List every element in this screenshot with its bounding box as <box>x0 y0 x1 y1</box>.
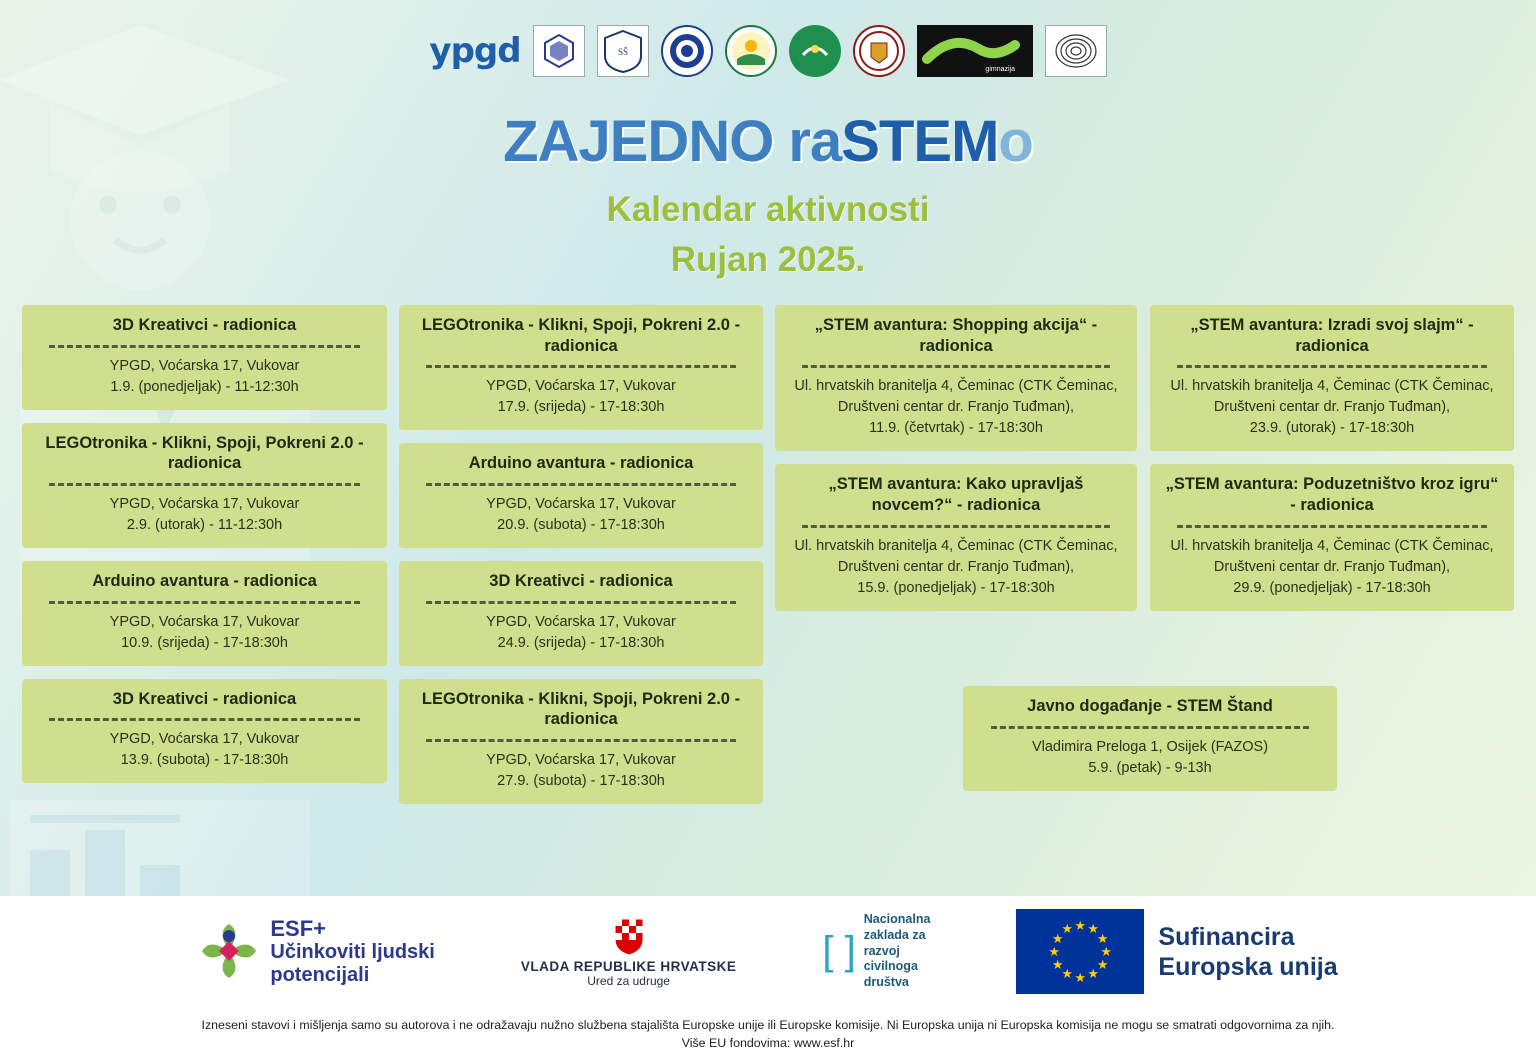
partner-logo-6 <box>789 22 841 80</box>
activity-card <box>1150 305 1514 451</box>
footer <box>0 896 1536 1061</box>
partner-logo-8 <box>917 22 1033 80</box>
eu-star-icon: ★ <box>1096 956 1109 972</box>
activity-card <box>775 464 1137 610</box>
eu-flag-icon <box>1016 909 1144 994</box>
eu-text <box>1158 922 1337 982</box>
activity-detail-line: 13.9. (subota) - 17-18:30h <box>120 752 289 769</box>
eu-star-icon: ★ <box>1074 969 1087 985</box>
esf-flower-icon <box>198 920 260 982</box>
ypgd-logo <box>429 22 520 80</box>
activity-detail-line: Ul. hrvatskih branitelja 4, Čeminac (CTK Čeminac, <box>1170 378 1494 395</box>
activity-title: Javno događanje - STEM Štand <box>1027 697 1273 715</box>
activity-details <box>413 612 749 654</box>
activity-detail-line: Ul. hrvatskih branitelja 4, Čeminac (CTK Čeminac, <box>794 537 1118 554</box>
partner-logo-6-icon <box>789 25 841 77</box>
partner-logo-7-icon <box>853 25 905 77</box>
divider <box>426 365 735 368</box>
svg-text:gimnazija: gimnazija <box>985 66 1015 73</box>
activity-detail-line: Društveni centar dr. Franjo Tuđman), <box>1213 399 1451 416</box>
activity-title: „STEM avantura: Izradi svoj slajm“ - radionica <box>1190 316 1474 355</box>
esf-line-1: ESF+ <box>270 915 327 941</box>
activity-detail-line: Ul. hrvatskih branitelja 4, Čeminac (CTK Čeminac, <box>794 378 1118 395</box>
activity-title: „STEM avantura: Kako upravljaš novcem?“ - radionica <box>828 475 1084 514</box>
activity-details <box>413 494 749 536</box>
divider <box>1177 525 1486 528</box>
eu-line-1: Sufinancira <box>1158 922 1295 951</box>
activity-detail-line: YPGD, Voćarska 17, Vukovar <box>109 357 300 374</box>
activity-column-public-event <box>963 686 1337 804</box>
activity-detail-line: Društveni centar dr. Franjo Tuđman), <box>837 558 1075 575</box>
activity-card <box>399 305 763 430</box>
partner-logo-3 <box>597 22 649 80</box>
eu-cofunding-logo <box>1016 909 1337 994</box>
activity-card <box>1150 464 1514 610</box>
activity-card <box>399 679 763 804</box>
activity-title: LEGOtronika - Klikni, Spoji, Pokreni 2.0 - radionica <box>45 433 364 473</box>
activity-detail-line: 17.9. (srijeda) - 17-18:30h <box>497 399 665 416</box>
partner-logo-9 <box>1045 22 1107 80</box>
svg-text:SŠ: SŠ <box>617 47 628 57</box>
activity-detail-line: 20.9. (subota) - 17-18:30h <box>497 516 665 533</box>
activity-details <box>36 612 373 654</box>
divider <box>426 739 735 742</box>
esf-line-3: potencijali <box>270 964 370 987</box>
activity-details <box>36 356 373 398</box>
page-subtitle: Kalendar aktivnosti <box>606 190 930 229</box>
partner-logo-5-icon <box>725 25 777 77</box>
ypgd-logo-text: ypgd <box>429 31 521 71</box>
activity-details <box>36 494 373 536</box>
partner-logo-8-icon <box>917 25 1033 77</box>
activity-details <box>1164 536 1500 599</box>
activity-title: LEGOtronika - Klikni, Spoji, Pokreni 2.0 - radionica <box>421 316 741 355</box>
activity-detail-line: 2.9. (utorak) - 11-12:30h <box>126 516 283 533</box>
activity-card <box>22 305 387 410</box>
divider <box>49 483 359 486</box>
activity-title: 3D Kreativci - radionica <box>112 689 297 708</box>
activity-detail-line: YPGD, Voćarska 17, Vukovar <box>486 751 676 768</box>
divider <box>991 726 1309 729</box>
croatian-coat-of-arms-icon <box>613 915 645 955</box>
eu-star-icon: ★ <box>1061 920 1074 936</box>
activity-card <box>399 443 763 548</box>
activity-title: „STEM avantura: Poduzetništvo kroz igru“ - radionica <box>1165 475 1499 514</box>
activity-details <box>1164 376 1500 439</box>
vlada-logo <box>521 915 737 988</box>
eu-star-icon: ★ <box>1087 920 1100 936</box>
activity-detail-line: 24.9. (srijeda) - 17-18:30h <box>497 634 665 651</box>
activity-details <box>977 737 1323 779</box>
zaklada-line-3: razvoj <box>863 943 900 958</box>
disclaimer <box>0 1016 1536 1053</box>
activity-detail-line: 10.9. (srijeda) - 17-18:30h <box>121 634 288 651</box>
eu-star-icon: ★ <box>1051 930 1064 946</box>
title-part-stem: STEM <box>841 109 999 174</box>
page-subtitle-month: Rujan 2025. <box>670 240 866 279</box>
partner-logo-4 <box>661 22 713 80</box>
divider <box>49 718 359 721</box>
activity-detail-line: 27.9. (subota) - 17-18:30h <box>497 772 665 789</box>
eu-star-icon: ★ <box>1051 956 1064 972</box>
disclaimer-line-2: Više EU fondovima: www.esf.hr <box>681 1036 855 1051</box>
activity-detail-line: Ul. hrvatskih branitelja 4, Čeminac (CTK Čeminac, <box>1170 537 1494 554</box>
activity-title: 3D Kreativci - radionica <box>112 316 297 334</box>
activity-detail-line: 15.9. (ponedjeljak) - 17-18:30h <box>857 579 1055 596</box>
disclaimer-line-1: Izneseni stavovi i mišljenja samo su autorova i ne odražavaju nužno službena stajališta Europske unije ili Europske komisije. Ni Europska unija ni Europska komisija ne mogu se smatrati odgovornima za njih. <box>201 1017 1335 1032</box>
divider <box>802 365 1109 368</box>
zaklada-line-2: zaklada za <box>863 928 926 943</box>
eu-star-icon: ★ <box>1061 966 1074 982</box>
activity-detail-line: YPGD, Voćarska 17, Vukovar <box>109 731 300 748</box>
title-part-1: ZAJEDNO ra <box>503 109 842 174</box>
activity-detail-line: YPGD, Voćarska 17, Vukovar <box>486 378 676 395</box>
activity-detail-line: Vladimira Preloga 1, Osijek (FAZOS) <box>1031 738 1269 755</box>
bracket-icon: [ ] <box>822 929 856 973</box>
divider <box>426 483 735 486</box>
eu-star-icon: ★ <box>1100 943 1113 959</box>
activity-card <box>22 561 387 666</box>
partner-logo-4-icon <box>661 25 713 77</box>
activity-card <box>22 423 387 548</box>
activity-title: „STEM avantura: Shopping akcija“ - radionica <box>814 316 1098 355</box>
partner-logo-7 <box>853 22 905 80</box>
activity-column-2 <box>399 305 763 817</box>
nacionalna-zaklada-text <box>864 912 931 990</box>
eu-line-2: Europska unija <box>1158 952 1338 981</box>
activity-column-4 <box>1150 305 1514 624</box>
activity-card <box>399 561 763 666</box>
divider <box>49 601 359 604</box>
activity-title: LEGOtronika - Klikni, Spoji, Pokreni 2.0 - radionica <box>421 689 741 729</box>
vlada-line-1: VLADA REPUBLIKE HRVATSKE <box>520 959 737 974</box>
activity-details <box>789 536 1123 599</box>
eu-star-icon: ★ <box>1048 943 1061 959</box>
activity-card <box>775 305 1137 451</box>
zaklada-line-4: civilnoga <box>863 959 918 974</box>
activity-details <box>36 729 373 771</box>
eu-star-icon: ★ <box>1087 966 1100 982</box>
activity-detail-line: YPGD, Voćarska 17, Vukovar <box>109 613 300 630</box>
eu-star-icon: ★ <box>1074 917 1087 933</box>
partner-logo-9-icon <box>1045 25 1107 77</box>
activity-detail-line: YPGD, Voćarska 17, Vukovar <box>486 495 676 512</box>
esf-logo-text <box>270 916 434 987</box>
divider <box>426 601 735 604</box>
divider <box>1177 365 1486 368</box>
activity-detail-line: 23.9. (utorak) - 17-18:30h <box>1249 420 1415 437</box>
activity-details <box>413 376 749 418</box>
activity-detail-line: 29.9. (ponedjeljak) - 17-18:30h <box>1233 579 1431 596</box>
esf-line-2: Učinkoviti ljudski <box>270 941 435 964</box>
vlada-line-2: Ured za udruge <box>587 974 670 988</box>
activity-title: Arduino avantura - radionica <box>92 571 317 590</box>
activity-title: Arduino avantura - radionica <box>468 454 694 473</box>
activity-detail-line: 11.9. (četvrtak) - 17-18:30h <box>869 420 1043 437</box>
activity-details <box>413 750 749 792</box>
page-title <box>0 108 1536 175</box>
partner-logo-row <box>0 22 1536 80</box>
divider <box>49 345 359 348</box>
activity-detail-line: YPGD, Voćarska 17, Vukovar <box>486 613 676 630</box>
title-part-o: o <box>998 109 1033 174</box>
zaklada-line-5: društva <box>863 974 909 989</box>
activity-detail-line: YPGD, Voćarska 17, Vukovar <box>109 495 300 512</box>
activity-detail-line: Društveni centar dr. Franjo Tuđman), <box>837 399 1075 416</box>
partner-logo-2 <box>533 22 585 80</box>
footer-logo-row <box>0 904 1536 999</box>
activity-card <box>22 679 387 784</box>
activity-detail-line: 1.9. (ponedjeljak) - 11-12:30h <box>110 378 299 395</box>
activity-column-1 <box>22 305 387 796</box>
activity-detail-line: 5.9. (petak) - 9-13h <box>1088 759 1212 776</box>
eu-star-icon: ★ <box>1096 930 1109 946</box>
activity-details <box>789 376 1123 439</box>
partner-logo-3-icon <box>597 25 649 77</box>
activity-detail-line: Društveni centar dr. Franjo Tuđman), <box>1213 558 1451 575</box>
zaklada-line-1: Nacionalna <box>863 912 931 927</box>
activity-column-3 <box>775 305 1137 624</box>
activity-title: 3D Kreativci - radionica <box>489 571 673 590</box>
nacionalna-zaklada-logo <box>822 912 930 990</box>
partner-logo-5 <box>725 22 777 80</box>
esf-logo <box>198 916 434 987</box>
activity-card <box>963 686 1337 791</box>
partner-logo-2-icon <box>533 25 585 77</box>
divider <box>802 525 1109 528</box>
